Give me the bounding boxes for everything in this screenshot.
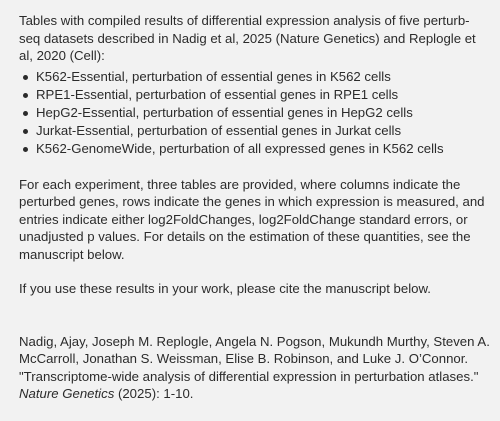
list-item <box>19 122 490 140</box>
list-item <box>19 104 490 122</box>
bullet-icon <box>23 93 28 98</box>
list-item <box>19 68 490 86</box>
bullet-icon <box>23 129 28 134</box>
list-item <box>19 86 490 104</box>
dataset-label: Jurkat-Essential, perturbation of essential genes in Jurkat cells <box>36 123 402 139</box>
dataset-list <box>19 68 490 159</box>
citation-request: If you use these results in your work, please cite the manuscript below. <box>19 281 431 297</box>
intro-paragraph: Tables with compiled results of differential expression analysis of five perturb-seq datasets described in Nadig et al, 2025 (Nature Genetics) and Replogle et al, 2020 (Cell): <box>19 13 476 63</box>
bullet-icon <box>23 147 28 152</box>
dataset-label: K562-Essential, perturbation of essential genes in K562 cells <box>36 68 391 84</box>
citation-reference <box>19 333 490 403</box>
dataset-label: RPE1-Essential, perturbation of essential genes in RPE1 cells <box>36 86 399 102</box>
citation-journal: Nature Genetics <box>19 386 115 402</box>
bullet-icon <box>23 75 28 80</box>
citation-authors-title: Nadig, Ajay, Joseph M. Replogle, Angela N. Pogson, Mukundh Murthy, Steven A. McCarroll, Jonathan S. Weissman, Elise B. Robinson, and Luke J. O’Connor. "Transcriptome-wide analysis of differential expression in perturbation atlases." <box>19 333 490 384</box>
dataset-label: HepG2-Essential, perturbation of essential genes in HepG2 cells <box>36 104 413 120</box>
dataset-label: K562-GenomeWide, perturbation of all expressed genes in K562 cells <box>36 141 444 157</box>
experiment-paragraph: For each experiment, three tables are provided, where columns indicate the perturbed genes, rows indicate the genes in which expression is measured, and entries indicate either log2FoldChanges, log2FoldChange standard errors, or unadjusted p values. For details on the estimation of these quantities, see the manuscript below. <box>19 176 485 262</box>
bullet-icon <box>23 111 28 116</box>
citation-details: (2025): 1-10. <box>114 386 194 402</box>
list-item <box>19 140 490 158</box>
